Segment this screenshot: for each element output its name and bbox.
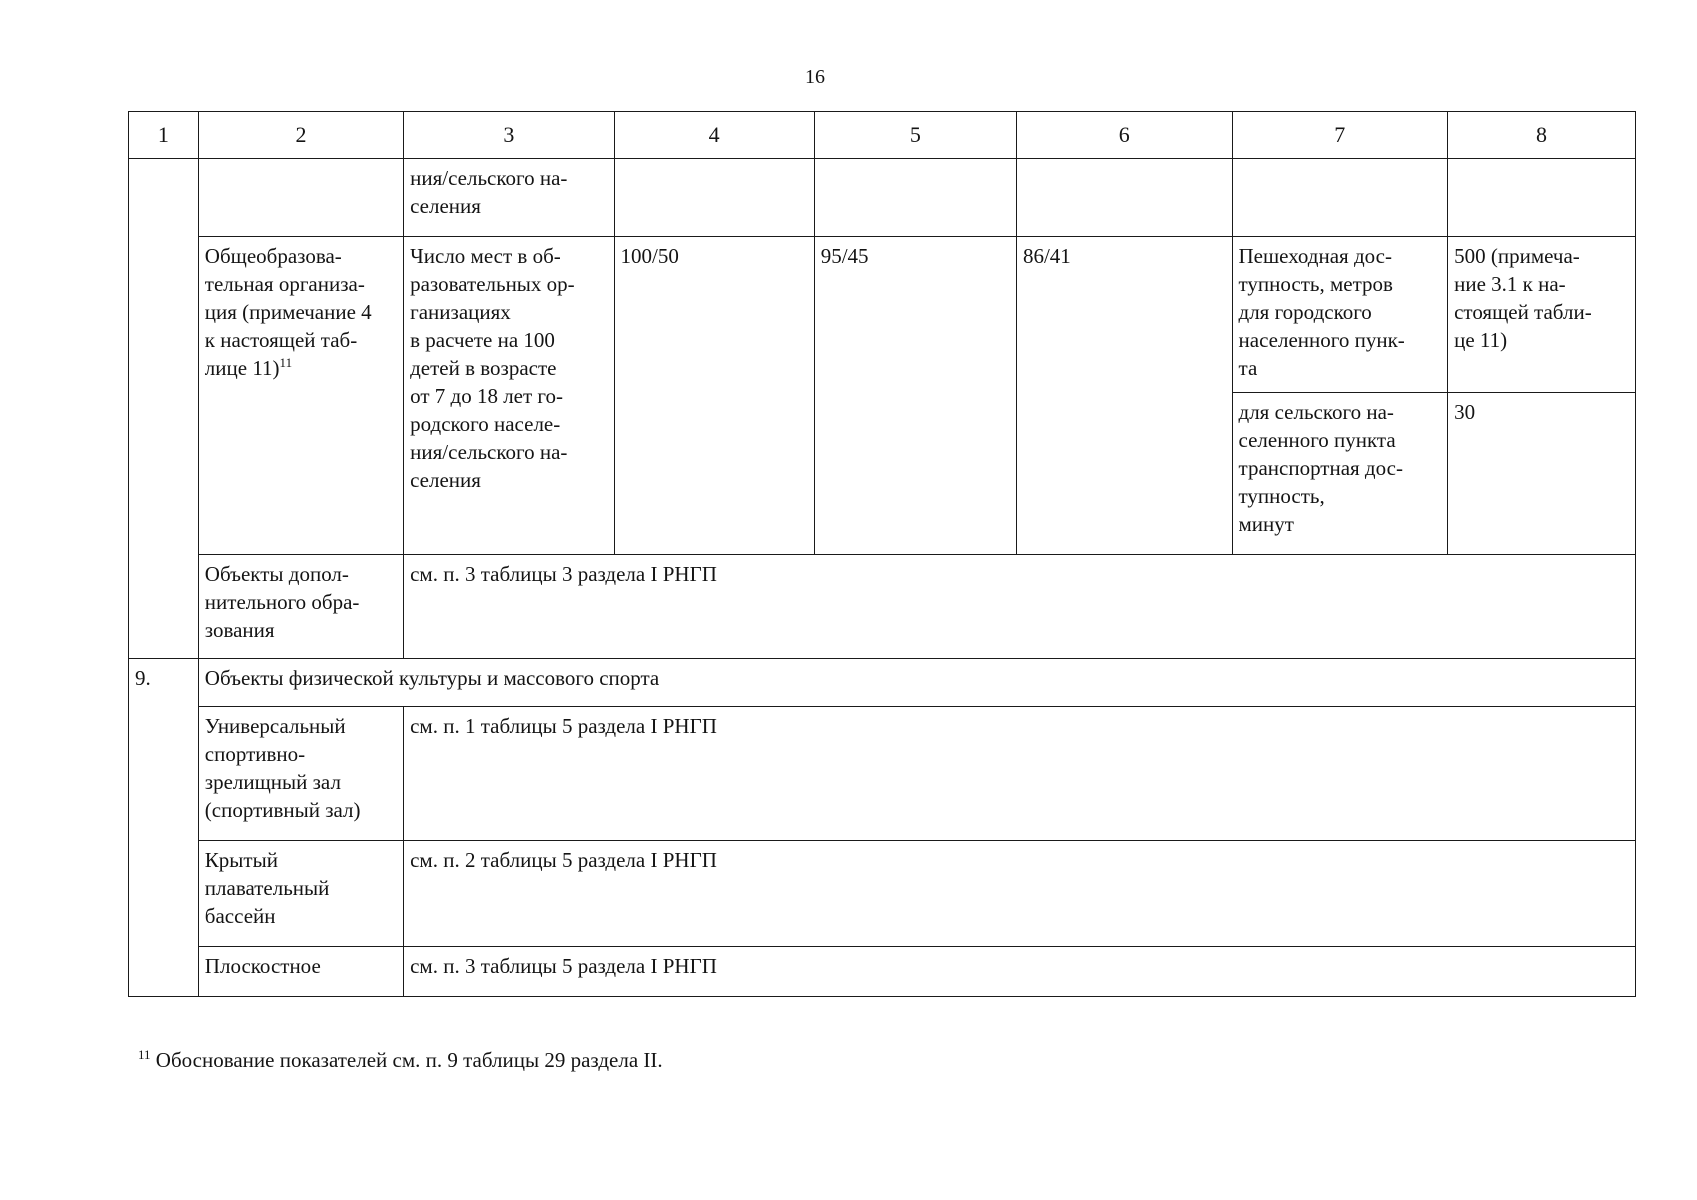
value-cell bbox=[1232, 159, 1448, 237]
row-number-cell: 9. bbox=[129, 659, 199, 997]
section-row bbox=[129, 659, 1636, 707]
header-cell: 8 bbox=[1448, 112, 1636, 159]
facility-name-cell: Объекты допол- нительного обра- зования bbox=[198, 555, 403, 659]
reference-cell: см. п. 2 таблицы 5 раздела I РНГП bbox=[404, 841, 1636, 947]
value-cell bbox=[614, 159, 814, 237]
facility-name: Общеобразова- тельная организа- ция (примечание 4 к настоящей таб- лице 11) bbox=[204, 244, 372, 380]
header-cell: 4 bbox=[614, 112, 814, 159]
section-title-cell: Объекты физической культуры и массового спорта bbox=[198, 659, 1635, 707]
reference-cell: см. п. 3 таблицы 3 раздела I РНГП bbox=[404, 555, 1636, 659]
facility-name-cell: Крытый плавательный бассейн bbox=[198, 841, 403, 947]
footnote-mark: 11 bbox=[138, 1047, 151, 1062]
header-row bbox=[129, 112, 1636, 159]
header-cell: 6 bbox=[1016, 112, 1232, 159]
header-cell: 3 bbox=[404, 112, 614, 159]
header-cell: 1 bbox=[129, 112, 199, 159]
table-row bbox=[129, 159, 1636, 237]
facility-name-cell bbox=[198, 237, 403, 555]
value-cell: 86/41 bbox=[1016, 237, 1232, 555]
footnote bbox=[138, 1048, 663, 1073]
indicator-cell: Число мест в об- разовательных ор- ганизациях в расчете на 100 детей в возрасте от 7 до 18 лет го- родского населе- ния/сельского на- селения bbox=[404, 237, 614, 555]
reference-cell: см. п. 1 таблицы 5 раздела I РНГП bbox=[404, 707, 1636, 841]
accessibility-value-cell: 500 (примеча- ние 3.1 к на- стоящей табли- це 11) bbox=[1448, 237, 1636, 393]
value-cell: 95/45 bbox=[814, 237, 1016, 555]
accessibility-value-cell: 30 bbox=[1448, 393, 1636, 555]
footnote-ref: 11 bbox=[279, 355, 293, 370]
header-cell: 7 bbox=[1232, 112, 1448, 159]
page-number: 16 bbox=[805, 66, 825, 88]
accessibility-cell: Пешеходная дос- тупность, метров для городского населенного пунк- та bbox=[1232, 237, 1448, 393]
row-number-cell bbox=[129, 159, 199, 659]
indicator-cell: ния/сельского на- селения bbox=[404, 159, 614, 237]
accessibility-cell: для сельского на- селенного пункта транспортная дос- тупность, минут bbox=[1232, 393, 1448, 555]
footnote-text: Обоснование показателей см. п. 9 таблицы 29 раздела II. bbox=[150, 1048, 663, 1072]
reference-cell: см. п. 3 таблицы 5 раздела I РНГП bbox=[404, 947, 1636, 997]
facility-name-cell: Плоскостное bbox=[198, 947, 403, 997]
table-row bbox=[129, 841, 1636, 947]
name-cell bbox=[198, 159, 403, 237]
norms-table bbox=[128, 111, 1636, 997]
table-row bbox=[129, 555, 1636, 659]
value-cell: 100/50 bbox=[614, 237, 814, 555]
header-cell: 2 bbox=[198, 112, 403, 159]
value-cell bbox=[814, 159, 1016, 237]
table-row bbox=[129, 947, 1636, 997]
header-cell: 5 bbox=[814, 112, 1016, 159]
value-cell bbox=[1016, 159, 1232, 237]
table-row bbox=[129, 237, 1636, 393]
facility-name-cell: Универсальный спортивно- зрелищный зал (спортивный зал) bbox=[198, 707, 403, 841]
value-cell bbox=[1448, 159, 1636, 237]
table-row bbox=[129, 707, 1636, 841]
